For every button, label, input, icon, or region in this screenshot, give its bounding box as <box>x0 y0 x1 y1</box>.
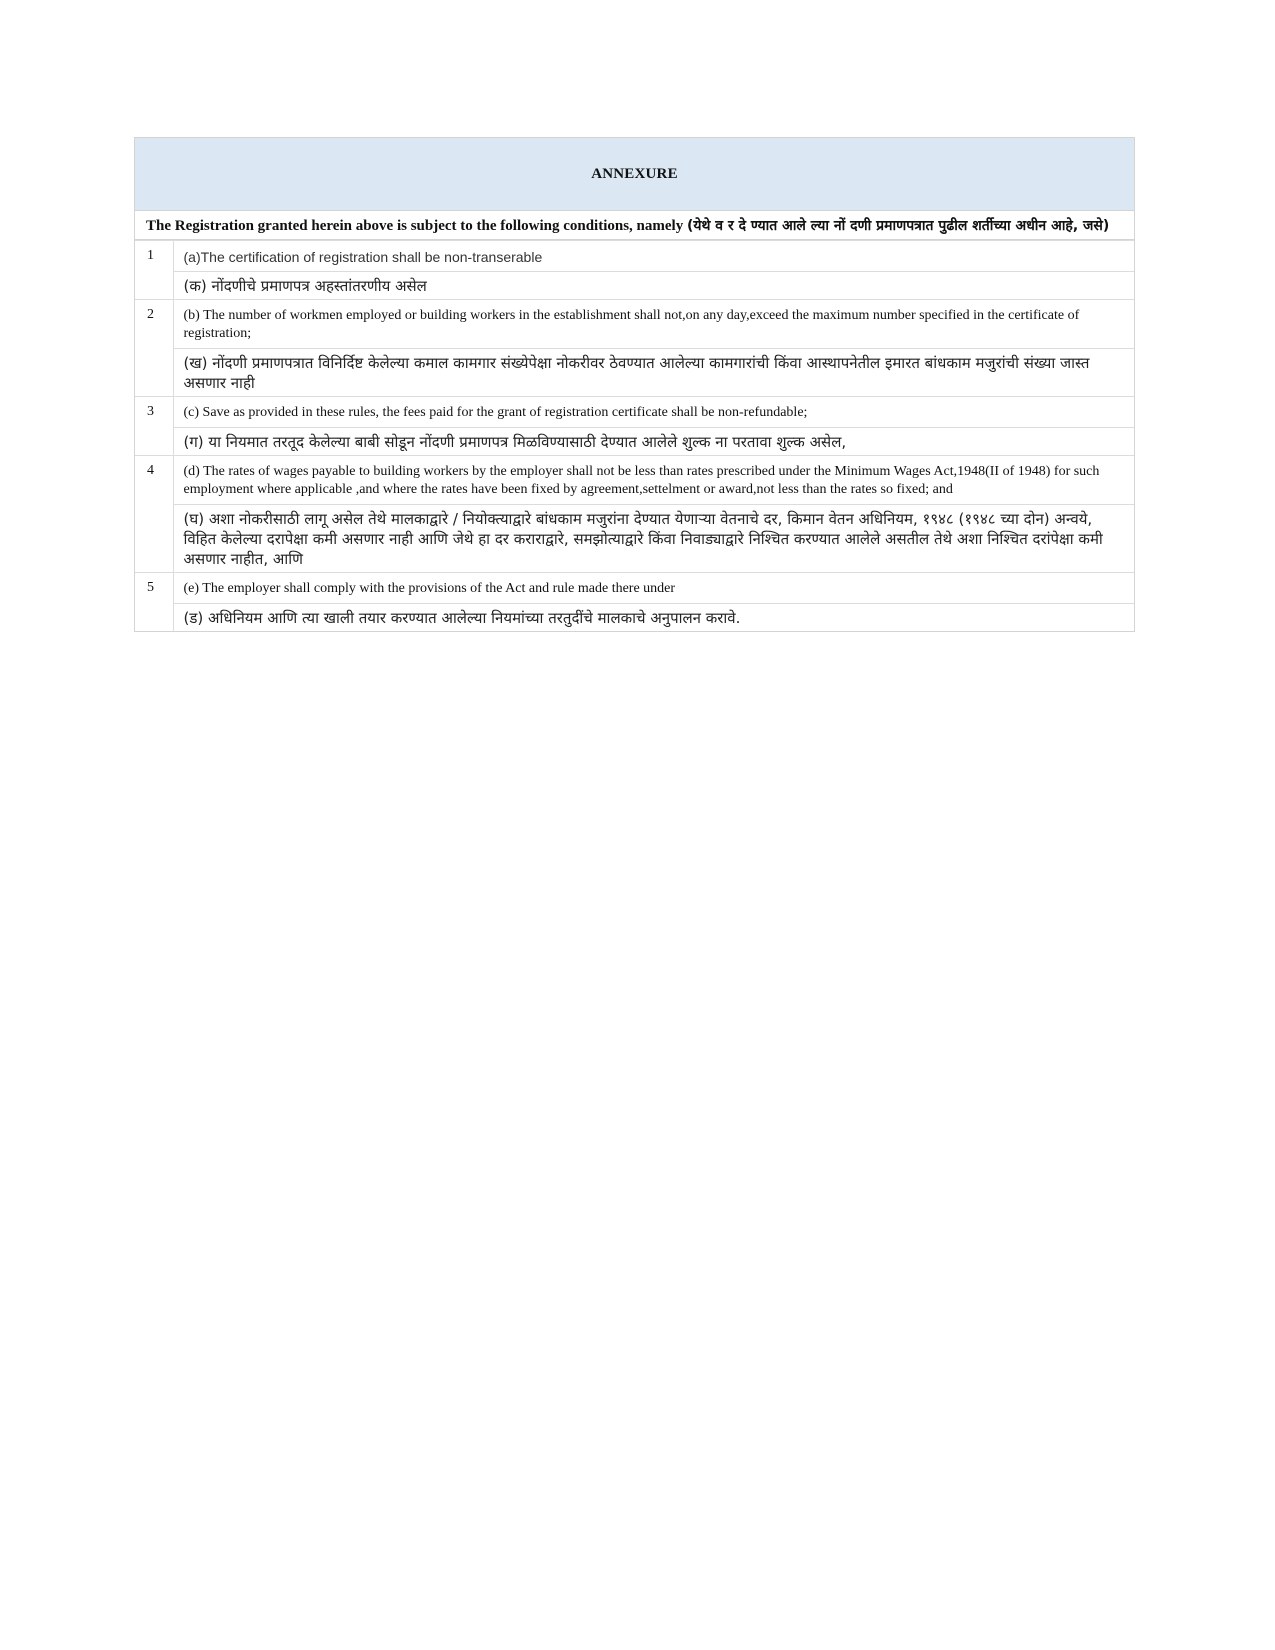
condition-row <box>135 573 1134 632</box>
condition-marathi: (ग) या नियमात तरतूद केलेल्या बाबी सोडून नोंदणी प्रमाणपत्र मिळविण्यासाठी देण्यात आलेले शुल्क ना परतावा शुल्क असेल, <box>183 433 847 451</box>
condition-marathi: (घ) अशा नोकरीसाठी लागू असेल तेथे मालकाद्वारे / नियोक्त्याद्वारे बांधकाम मजुरांना देण्यात येणाऱ्या वेतनाचे दर, किमान वेतन अधिनियम, १९४८ (१९४८ च्या दोन) अन्वये, विहित केलेल्या दरापेक्षा कमी असणार नाही आणि जेथे हा दर कराराद्वारे, समझोत्याद्वारे किंवा निवाड्याद्वारे निश्चित करण्यात आलेले असतील तेथे अशा निश्चित दरांपेक्षा कमी असणार नाहीत, आणि <box>183 510 1103 568</box>
condition-number: 3 <box>135 397 173 456</box>
condition-number: 1 <box>135 241 173 300</box>
condition-number: 4 <box>135 456 173 573</box>
annexure-panel <box>134 137 1135 632</box>
annexure-intro <box>135 210 1134 240</box>
condition-marathi: (ख) नोंदणी प्रमाणपत्रात विनिर्दिष्ट केलेल्या कमाल कामगार संख्येपेक्षा नोकरीवर ठेवण्यात आलेल्या कामगारांची किंवा आस्थापनेतील इमारत बांधकाम मजुरांची संख्या जास्त असणार नाही <box>183 354 1090 392</box>
condition-row <box>135 241 1134 300</box>
condition-english: (a)The certification of registration shall be non-transerable <box>174 241 1135 272</box>
condition-english: (e) The employer shall comply with the provisions of the Act and rule made there under <box>174 573 1135 604</box>
condition-english: (b) The number of workmen employed or building workers in the establishment shall not,on any day,exceed the maximum number specified in the certificate of registration; <box>174 300 1135 349</box>
condition-english: (d) The rates of wages payable to building workers by the employer shall not be less than rates prescribed under the Minimum Wages Act,1948(II of 1948) for such employment where applicable ,and where the rates have been fixed by agreement,settelment or award,not less than the rates so fixed; and <box>174 456 1135 505</box>
annexure-header <box>135 138 1134 210</box>
intro-marathi: (येथे व र दे ण्यात आले ल्या नों दणी प्रमाणपत्रात पुढील शर्तीच्या अधीन आहे, जसे) <box>686 218 1110 234</box>
condition-number: 5 <box>135 573 173 632</box>
condition-row <box>135 456 1134 573</box>
condition-marathi: (क) नोंदणीचे प्रमाणपत्र अहस्तांतरणीय असेल <box>183 277 427 295</box>
condition-row <box>135 397 1134 456</box>
condition-number: 2 <box>135 300 173 397</box>
condition-marathi: (ड) अधिनियम आणि त्या खाली तयार करण्यात आलेल्या नियमांच्या तरतुदींचे मालकाचे अनुपालन करावे. <box>183 609 741 627</box>
annexure-title: ANNEXURE <box>591 165 678 182</box>
intro-english: The Registration granted herein above is subject to the following conditions, namely <box>146 218 684 234</box>
conditions-table <box>135 240 1134 631</box>
condition-row <box>135 300 1134 397</box>
condition-english: (c) Save as provided in these rules, the fees paid for the grant of registration certificate shall be non-refundable; <box>174 397 1135 428</box>
